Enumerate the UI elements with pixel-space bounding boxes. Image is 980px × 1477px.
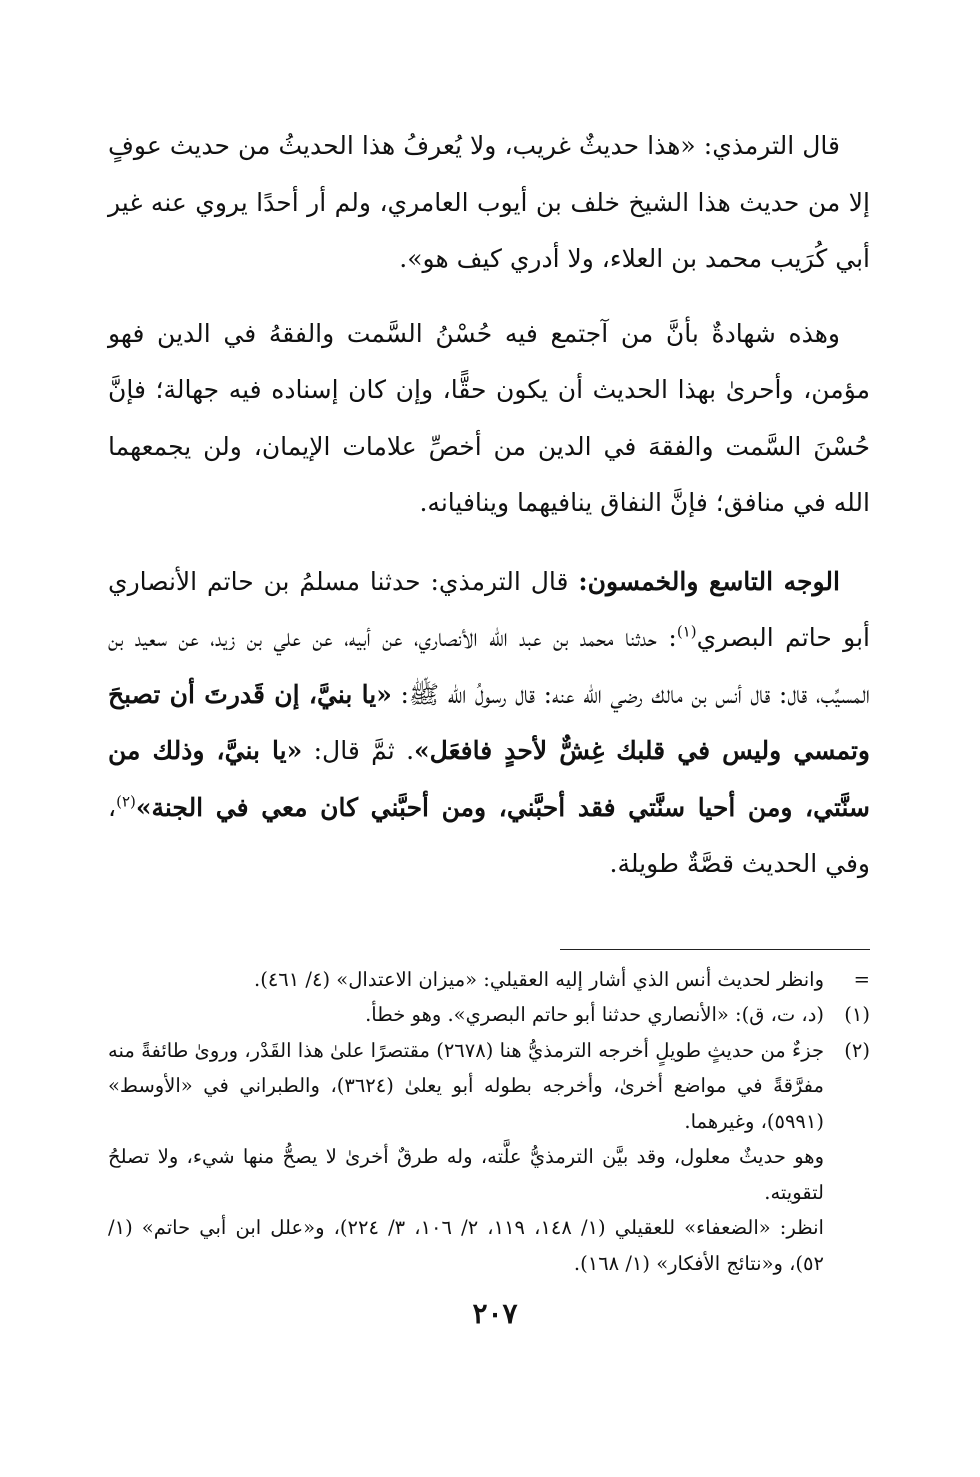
isnad-text-continued: : حدثنا محمد بن عبد الله الأنصاري، عن أبيه، عن علي بن زيد، عن سعيد بن المسيِّب، قال: قال أنس بن مالك رضي الله عنه: قال رسولُ الله ﷺ: [108, 623, 870, 709]
footnotes [108, 962, 870, 1282]
connector-text: . ثمَّ قال: [302, 736, 415, 765]
footnote-2-note-1: وهو حديثٌ معلول، وقد بيَّن الترمذيُّ علَّته، وله طرقٌ أخرىٰ لا يصحُّ منها شيء، ولا تصلحُ لتقويته. [108, 1145, 824, 1204]
footnote-divider [560, 949, 870, 950]
section-heading: الوجه التاسع والخمسون: [578, 566, 840, 596]
footnote-1-text: (د، ت، ق): «الأنصاري حدثنا أبو حاتم البصري». وهو خطأ. [365, 1003, 824, 1026]
footnote-2-note-2: انظر: «الضعفاء» للعقيلي (١/ ١٤٨، ١١٩، ٢/ ١٠٦، ٣/ ٢٢٤)، و«علل ابن أبي حاتم» (١/ ٥٢)، و«نتائج الأفكار» (١/ ١٦٨). [108, 1216, 824, 1275]
footnote-2 [108, 1033, 870, 1140]
footnote-continuation [108, 962, 870, 998]
main-text [108, 118, 870, 893]
page-number: ٢٠٧ [472, 1297, 518, 1330]
hadith-text-1: «يا بنيَّ، إن قَدرتَ أن تصبحَ وتمسي وليس في قلبك غِشٌّ لأحدٍ فافعَل» [108, 679, 870, 765]
book-page [108, 118, 870, 1330]
footnote-continuation-marker: = [853, 967, 870, 991]
isnad-text: قال الترمذي: حدثنا مسلمُ بن حاتم الأنصاري أبو حاتم البصري [108, 566, 871, 652]
paragraph-2 [108, 306, 870, 532]
paragraph-1 [108, 118, 870, 288]
footnote-ref-2[interactable]: (٢) [116, 792, 136, 811]
paragraph-3 [108, 554, 870, 893]
paragraph-1-text: قال الترمذي: «هذا حديثٌ غريب، ولا يُعرفُ هذا الحديثُ من حديث عوفٍ إلا من حديث هذا الشيخ خلف بن أيوب العامري، ولم أر أحدًا يروي عنه غير أبي كُرَيب محمد بن العلاء، ولا أدري كيف هو». [108, 131, 870, 273]
closing-text: ، وفي الحديث قصَّةٌ طويلة. [108, 792, 870, 878]
footnote-2-text: جزءٌ من حديثٍ طويلٍ أخرجه الترمذيُّ هنا (٢٦٧٨) مقتصرًا علىٰ هذا القَدْر، وروىٰ طائفةً منه مفرَّقةً في مواضع أخرىٰ، وأخرجه بطوله أبو يعلىٰ (٣٦٢٤)، والطبراني في «الأوسط» (٥٩٩١)، وغيرهما. [108, 1038, 825, 1133]
footnote-1-marker: (١) [844, 1003, 870, 1026]
footnote-1 [108, 997, 870, 1033]
hadith-text-2: «يا بنيَّ، وذلك من سنَّتي، ومن أحيا سنَّتي فقد أحبَّني، ومن أحبَّني كان معي في الجنة» [108, 736, 870, 822]
paragraph-2-text: وهذه شهادةٌ بأنَّ من آجتمع فيه حُسْنُ السَّمت والفقهُ في الدين فهو مؤمن، وأحرىٰ بهذا الحديث أن يكون حقًّا، وإن كان إسناده فيه جهالة؛ فإنَّ حُسْنَ السَّمت والفقهَ في الدين من أخصِّ علامات الإيمان، ولن يجمعهما الله في منافق؛ فإنَّ النفاق ينافيهما وينافيانه. [108, 318, 870, 517]
footnote-ref-1[interactable]: (١) [676, 622, 697, 641]
footnote-continuation-text: وانظر لحديث أنس الذي أشار إليه العقيلي: «ميزان الاعتدال» (٤/ ٤٦١). [254, 967, 824, 991]
footnote-2-marker: (٢) [844, 1038, 870, 1062]
